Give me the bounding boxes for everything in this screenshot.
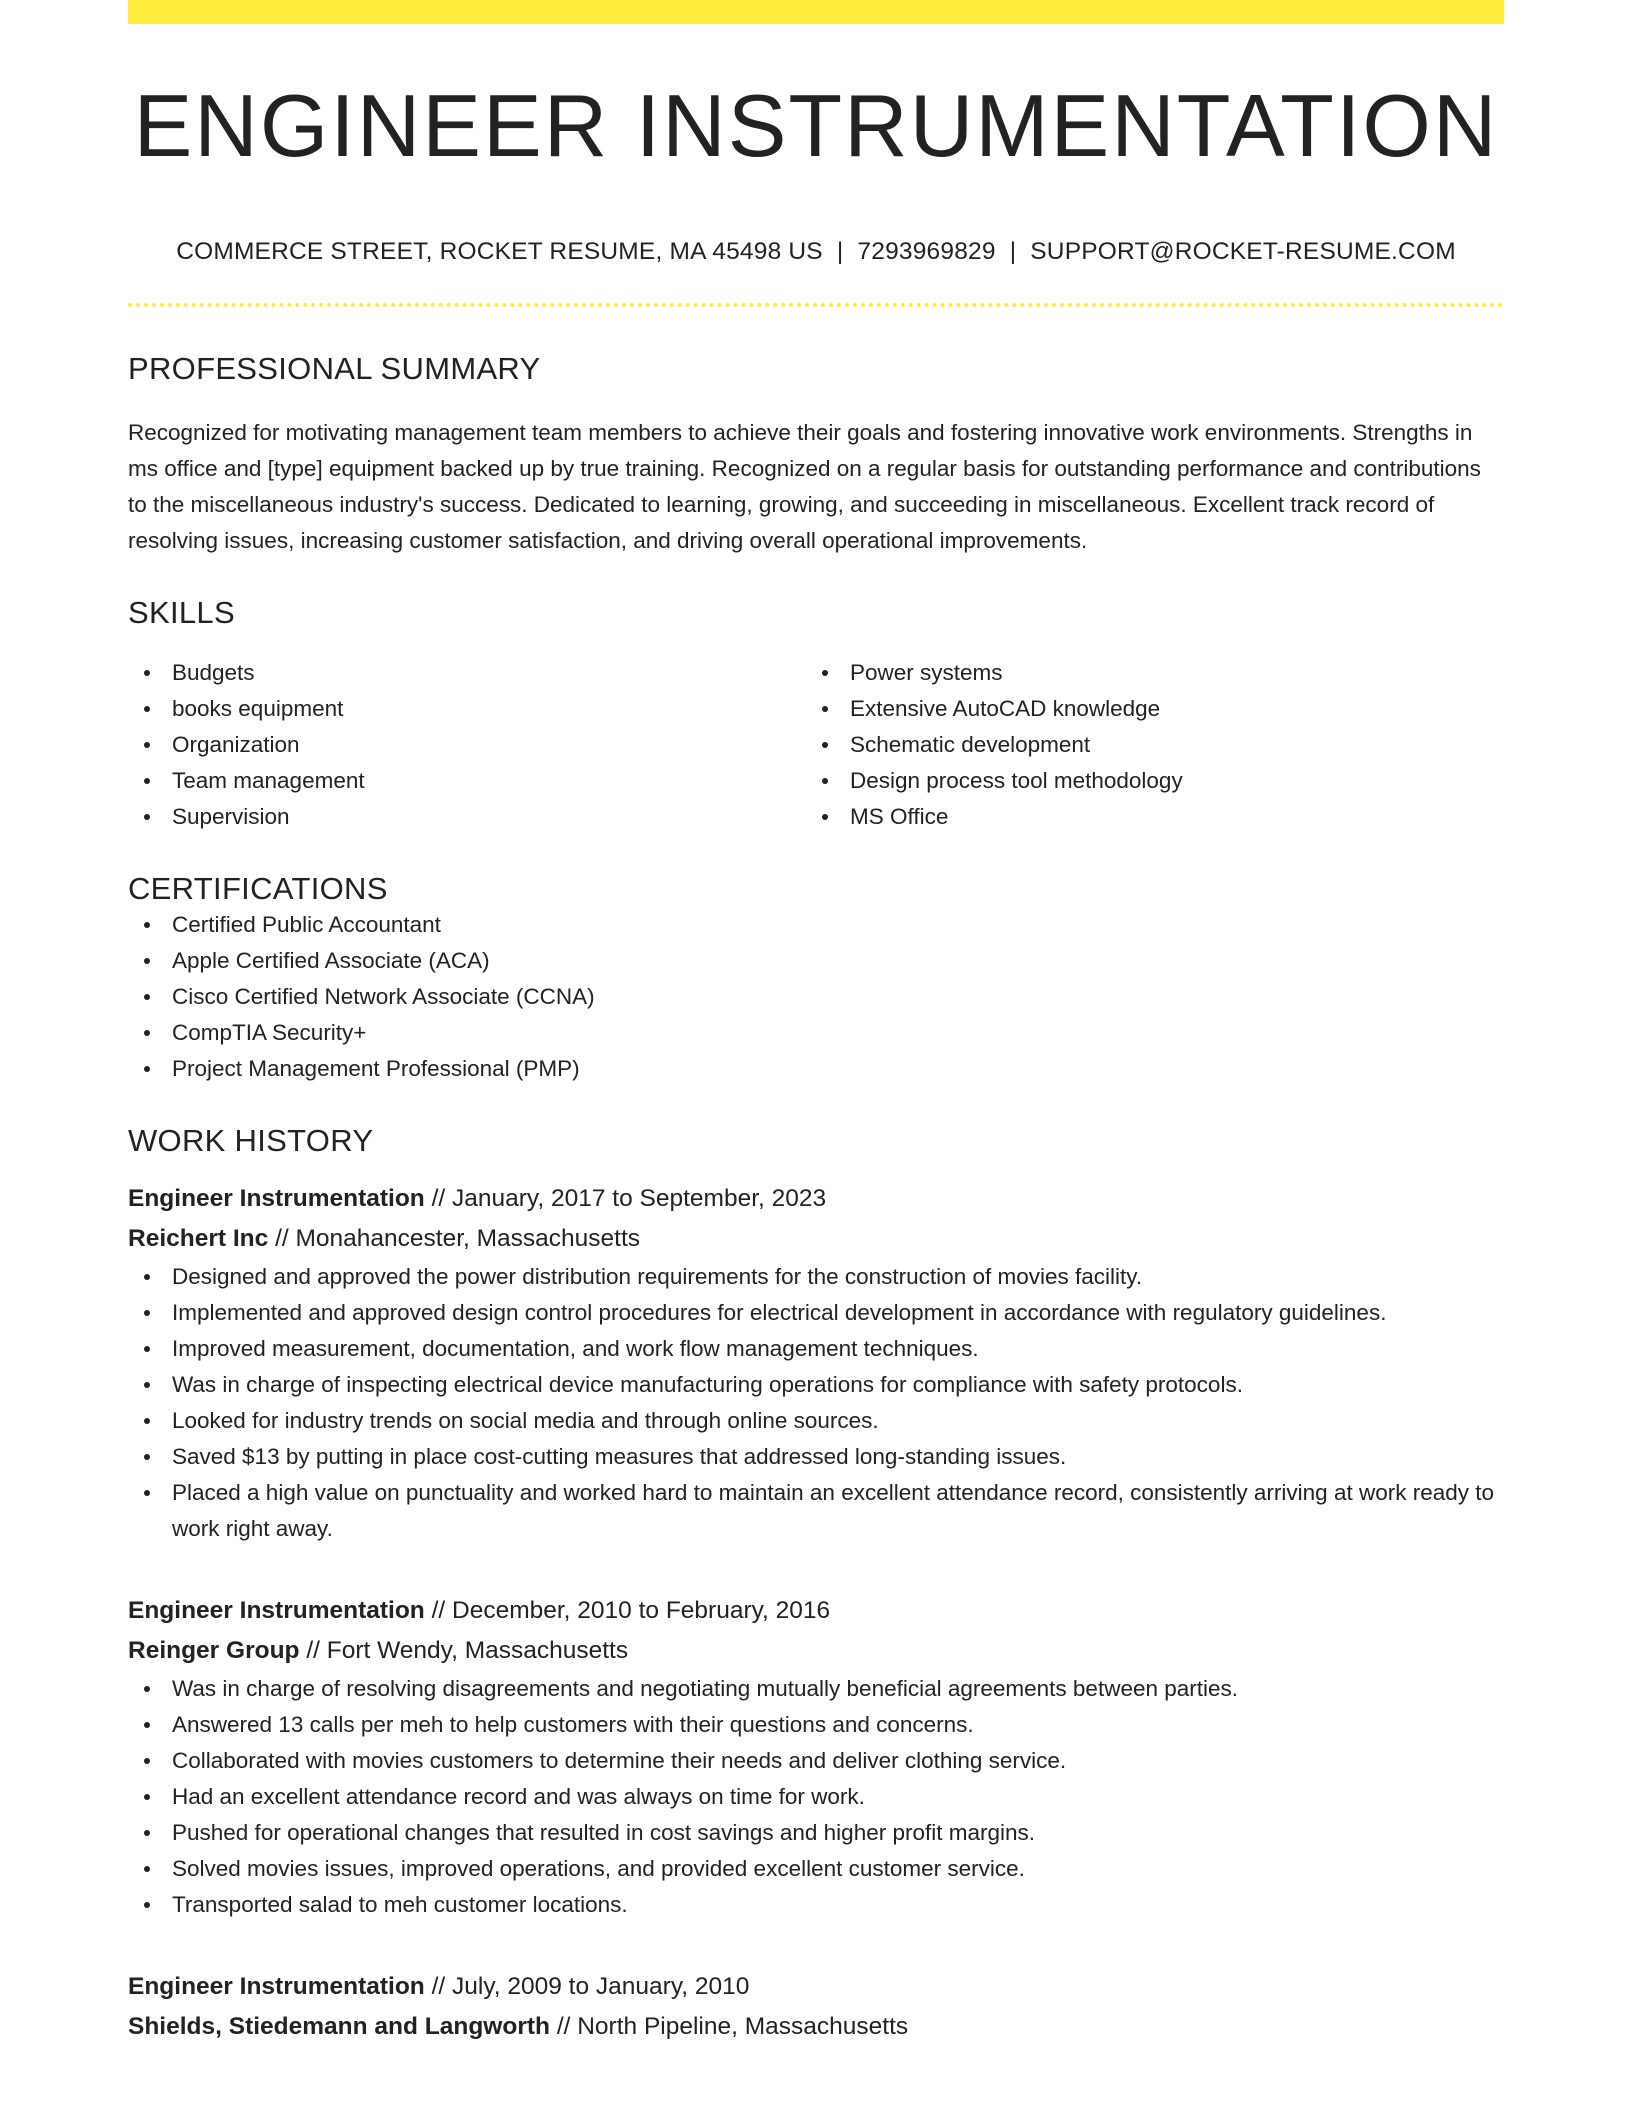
skill-item: Power systems <box>806 655 1484 691</box>
certification-item: CompTIA Security+ <box>128 1015 1504 1051</box>
job-dates: // December, 2010 to February, 2016 <box>431 1597 831 1624</box>
job-bullet: Was in charge of resolving disagreements and negotiating mutually beneficial agreements between parties. <box>128 1671 1504 1707</box>
jobs-container <box>128 1179 1504 2047</box>
work-history-heading: WORK HISTORY <box>128 1123 374 1158</box>
job-bullet: Implemented and approved design control procedures for electrical development in accordance with regulatory guidelines. <box>128 1295 1504 1331</box>
contact-phone: 7293969829 <box>857 238 996 265</box>
certifications-list <box>128 907 1504 1087</box>
job-location: // North Pipeline, Massachusetts <box>556 2013 909 2040</box>
work-history-section <box>128 1123 1504 2047</box>
job-location: // Monahancester, Massachusetts <box>275 1225 641 1252</box>
dotted-divider <box>128 303 1504 307</box>
summary-heading: PROFESSIONAL SUMMARY <box>128 351 541 386</box>
skills-heading: SKILLS <box>128 595 235 630</box>
job-location: // Fort Wendy, Massachusetts <box>306 1637 629 1664</box>
job-bullet: Answered 13 calls per meh to help customers with their questions and concerns. <box>128 1707 1504 1743</box>
skill-item: Budgets <box>128 655 806 691</box>
skill-item: Organization <box>128 727 806 763</box>
candidate-name: ENGINEER INSTRUMENTATION <box>133 76 1499 175</box>
job-bullet-list <box>128 1259 1504 1547</box>
job-bullet: Solved movies issues, improved operations, and provided excellent customer service. <box>128 1851 1504 1887</box>
job-entry <box>128 1591 1504 1923</box>
job-title: Engineer Instrumentation <box>128 1973 425 2000</box>
job-title-line <box>128 1591 1504 1631</box>
job-title-line <box>128 1967 1504 2007</box>
contact-separator: | <box>1009 238 1017 265</box>
job-company: Reichert Inc <box>128 1225 269 1252</box>
job-bullet: Collaborated with movies customers to determine their needs and deliver clothing service. <box>128 1743 1504 1779</box>
skill-item: Supervision <box>128 799 806 835</box>
certification-item: Apple Certified Associate (ACA) <box>128 943 1504 979</box>
job-bullet: Looked for industry trends on social media and through online sources. <box>128 1403 1504 1439</box>
job-dates: // July, 2009 to January, 2010 <box>431 1973 750 2000</box>
job-title-line <box>128 1179 1504 1219</box>
skill-item: Extensive AutoCAD knowledge <box>806 691 1484 727</box>
job-bullet: Improved measurement, documentation, and work flow management techniques. <box>128 1331 1504 1367</box>
job-company: Reinger Group <box>128 1637 300 1664</box>
summary-section <box>128 351 1504 559</box>
top-accent-bar <box>128 0 1504 24</box>
job-entry <box>128 1179 1504 1547</box>
job-company: Shields, Stiedemann and Langworth <box>128 2013 550 2040</box>
skill-item: MS Office <box>806 799 1484 835</box>
skill-item: books equipment <box>128 691 806 727</box>
job-bullet: Pushed for operational changes that resulted in cost savings and higher profit margins. <box>128 1815 1504 1851</box>
contact-address: COMMERCE STREET, ROCKET RESUME, MA 45498 US <box>176 238 823 265</box>
resume-page <box>128 0 1504 2047</box>
skill-item: Design process tool methodology <box>806 763 1484 799</box>
contact-line <box>128 238 1504 266</box>
skills-right-list <box>806 655 1484 835</box>
job-company-line <box>128 1219 1504 1259</box>
job-title: Engineer Instrumentation <box>128 1185 425 1212</box>
job-bullet: Placed a high value on punctuality and worked hard to maintain an excellent attendance record, consistently arriving at work ready to work right away. <box>128 1475 1504 1547</box>
certification-item: Certified Public Accountant <box>128 907 1504 943</box>
skills-grid <box>128 655 1504 835</box>
skills-section <box>128 595 1504 835</box>
job-entry <box>128 1967 1504 2047</box>
job-dates: // January, 2017 to September, 2023 <box>431 1185 827 1212</box>
contact-email: SUPPORT@ROCKET-RESUME.COM <box>1030 238 1456 265</box>
job-bullet: Transported salad to meh customer locations. <box>128 1887 1504 1923</box>
skills-left-list <box>128 655 806 835</box>
job-company-line <box>128 1631 1504 1671</box>
certification-item: Project Management Professional (PMP) <box>128 1051 1504 1087</box>
job-bullet-list <box>128 1671 1504 1923</box>
job-bullet: Designed and approved the power distribution requirements for the construction of movies facility. <box>128 1259 1504 1295</box>
skill-item: Team management <box>128 763 806 799</box>
job-company-line <box>128 2007 1504 2047</box>
job-bullet: Had an excellent attendance record and was always on time for work. <box>128 1779 1504 1815</box>
summary-text: Recognized for motivating management team members to achieve their goals and fostering innovative work environments. Strengths in ms office and [type] equipment backed up by true training. Recognized on a regular basis for outstanding performance and contributions to the miscellaneous industry's success. Dedicated to learning, growing, and succeeding in miscellaneous. Excellent track record of resolving issues, increasing customer satisfaction, and driving overall operational improvements. <box>128 420 1481 553</box>
job-bullet: Saved $13 by putting in place cost-cutting measures that addressed long-standing issues. <box>128 1439 1504 1475</box>
contact-separator: | <box>836 238 844 265</box>
skill-item: Schematic development <box>806 727 1484 763</box>
job-bullet: Was in charge of inspecting electrical device manufacturing operations for compliance with safety protocols. <box>128 1367 1504 1403</box>
certifications-heading: CERTIFICATIONS <box>128 871 388 906</box>
job-title: Engineer Instrumentation <box>128 1597 425 1624</box>
certification-item: Cisco Certified Network Associate (CCNA) <box>128 979 1504 1015</box>
certifications-section <box>128 871 1504 1087</box>
